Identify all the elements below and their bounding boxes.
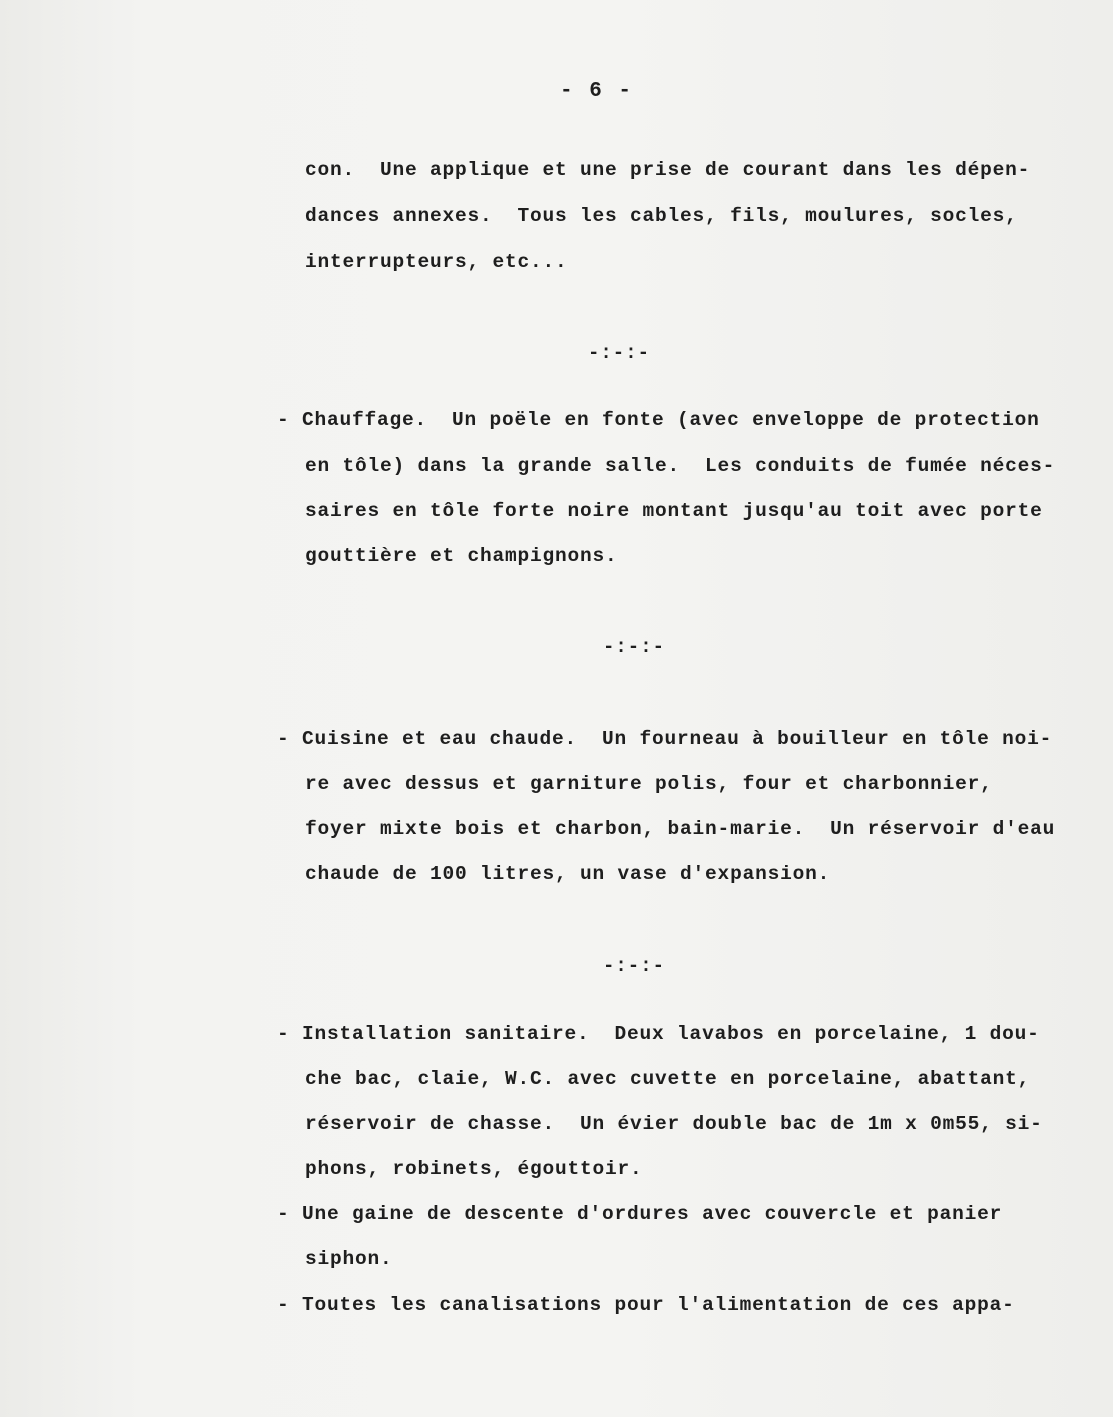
text-line: réservoir de chasse. Un évier double bac de 1m x 0m55, si-: [305, 1113, 1043, 1135]
text-line: interrupteurs, etc...: [305, 251, 568, 273]
text-line: - Chauffage. Un poële en fonte (avec enveloppe de protection: [277, 409, 1040, 431]
text-line: - Toutes les canalisations pour l'alimentation de ces appa-: [277, 1294, 1015, 1316]
text-line: che bac, claie, W.C. avec cuvette en porcelaine, abattant,: [305, 1068, 1031, 1090]
text-line: chaude de 100 litres, un vase d'expansion.: [305, 863, 831, 885]
text-line: siphon.: [305, 1248, 393, 1270]
text-line: en tôle) dans la grande salle. Les conduits de fumée néces-: [305, 455, 1056, 477]
page-number: - 6 -: [560, 80, 634, 103]
text-line: saires en tôle forte noire montant jusqu'au toit avec porte: [305, 500, 1043, 522]
text-line: dances annexes. Tous les cables, fils, moulures, socles,: [305, 205, 1018, 227]
text-line: - Une gaine de descente d'ordures avec couvercle et panier: [277, 1203, 1003, 1225]
section-separator: -:-:-: [588, 342, 651, 364]
text-line: phons, robinets, égouttoir.: [305, 1158, 643, 1180]
section-separator: -:-:-: [603, 955, 666, 977]
text-line: foyer mixte bois et charbon, bain-marie. Un réservoir d'eau: [305, 818, 1056, 840]
text-line: - Cuisine et eau chaude. Un fourneau à bouilleur en tôle noi-: [277, 728, 1053, 750]
section-separator: -:-:-: [603, 636, 666, 658]
text-line: gouttière et champignons.: [305, 545, 618, 567]
text-line: - Installation sanitaire. Deux lavabos en porcelaine, 1 dou-: [277, 1023, 1040, 1045]
text-line: re avec dessus et garniture polis, four et charbonnier,: [305, 773, 993, 795]
text-line: con. Une applique et une prise de courant dans les dépen-: [305, 159, 1031, 181]
